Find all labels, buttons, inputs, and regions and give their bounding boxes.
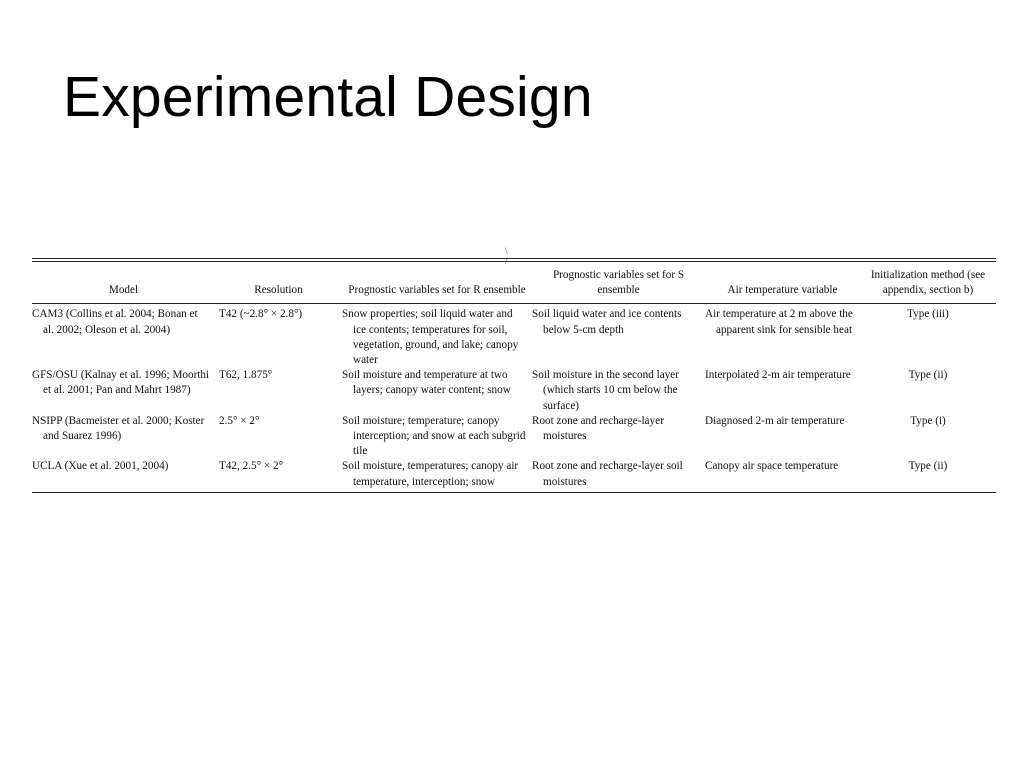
header-r-ensemble: Prognostic variables set for R ensemble [342, 262, 532, 304]
cell-initialization: Type (ii) [860, 459, 996, 492]
cell-model: GFS/OSU (Kalnay et al. 1996; Moorthi et al. 2001; Pan and Mahrt 1987) [32, 369, 210, 397]
cell-air-temperature: Canopy air space temperature [705, 459, 860, 492]
cell-r-ensemble: Soil moisture; temperature; canopy interception; and snow at each subgrid tile [342, 414, 526, 458]
cell-r-ensemble: Snow properties; soil liquid water and ice contents; temperatures for soil, vegetation, ground, and lake; canopy water [342, 308, 519, 367]
table-row [32, 414, 996, 460]
table-body [32, 304, 996, 492]
cell-resolution: 2.5° × 2° [219, 414, 260, 427]
table-row [32, 368, 996, 414]
header-air-temperature: Air temperature variable [705, 262, 860, 304]
cell-air-temperature: Air temperature at 2 m above the apparent sink for sensible heat [705, 308, 853, 336]
cell-s-ensemble: Soil liquid water and ice contents below 5-cm depth [532, 308, 682, 336]
cell-s-ensemble: Root zone and recharge-layer moistures [532, 414, 664, 443]
cell-model: UCLA (Xue et al. 2001, 2004) [32, 459, 215, 492]
cell-air-temperature: Interpolated 2-m air temperature [705, 369, 851, 382]
table-row [32, 304, 996, 368]
cell-initialization: Type (iii) [907, 308, 949, 321]
table-row [32, 459, 996, 492]
cell-r-ensemble: Soil moisture and temperature at two layers; canopy water content; snow [342, 369, 511, 397]
cell-air-temperature: Diagnosed 2-m air temperature [705, 414, 845, 427]
model-comparison-table [32, 258, 996, 493]
header-model: Model [32, 262, 215, 304]
header-resolution: Resolution [215, 262, 342, 304]
data-table [32, 262, 996, 493]
cell-r-ensemble: Soil moisture, temperatures; canopy air temperature, interception; snow [342, 459, 532, 492]
cell-resolution: T42 (~2.8° × 2.8°) [219, 308, 303, 321]
cell-resolution: T62, 1.875° [219, 369, 273, 382]
cell-s-ensemble: Root zone and recharge-layer soil moistures [532, 459, 705, 492]
cell-initialization: Type (ii) [908, 369, 948, 382]
table-header [32, 262, 996, 304]
slide-title: Experimental Design [63, 65, 593, 129]
header-row [32, 262, 996, 304]
cell-initialization: Type (i) [910, 414, 946, 427]
cell-model: CAM3 (Collins et al. 2004; Bonan et al. 2002; Oleson et al. 2004) [32, 308, 198, 336]
cell-s-ensemble: Soil moisture in the second layer (which starts 10 cm below the surface) [532, 369, 679, 412]
cell-model: NSIPP (Bacmeister et al. 2000; Koster and Suarez 1996) [32, 414, 205, 443]
cropped-caption-fragment: \ / [505, 246, 558, 266]
cell-resolution: T42, 2.5° × 2° [215, 459, 342, 492]
header-s-ensemble: Prognostic variables set for S ensemble [532, 262, 705, 304]
header-initialization: Initialization method (see appendix, section b) [860, 262, 996, 304]
